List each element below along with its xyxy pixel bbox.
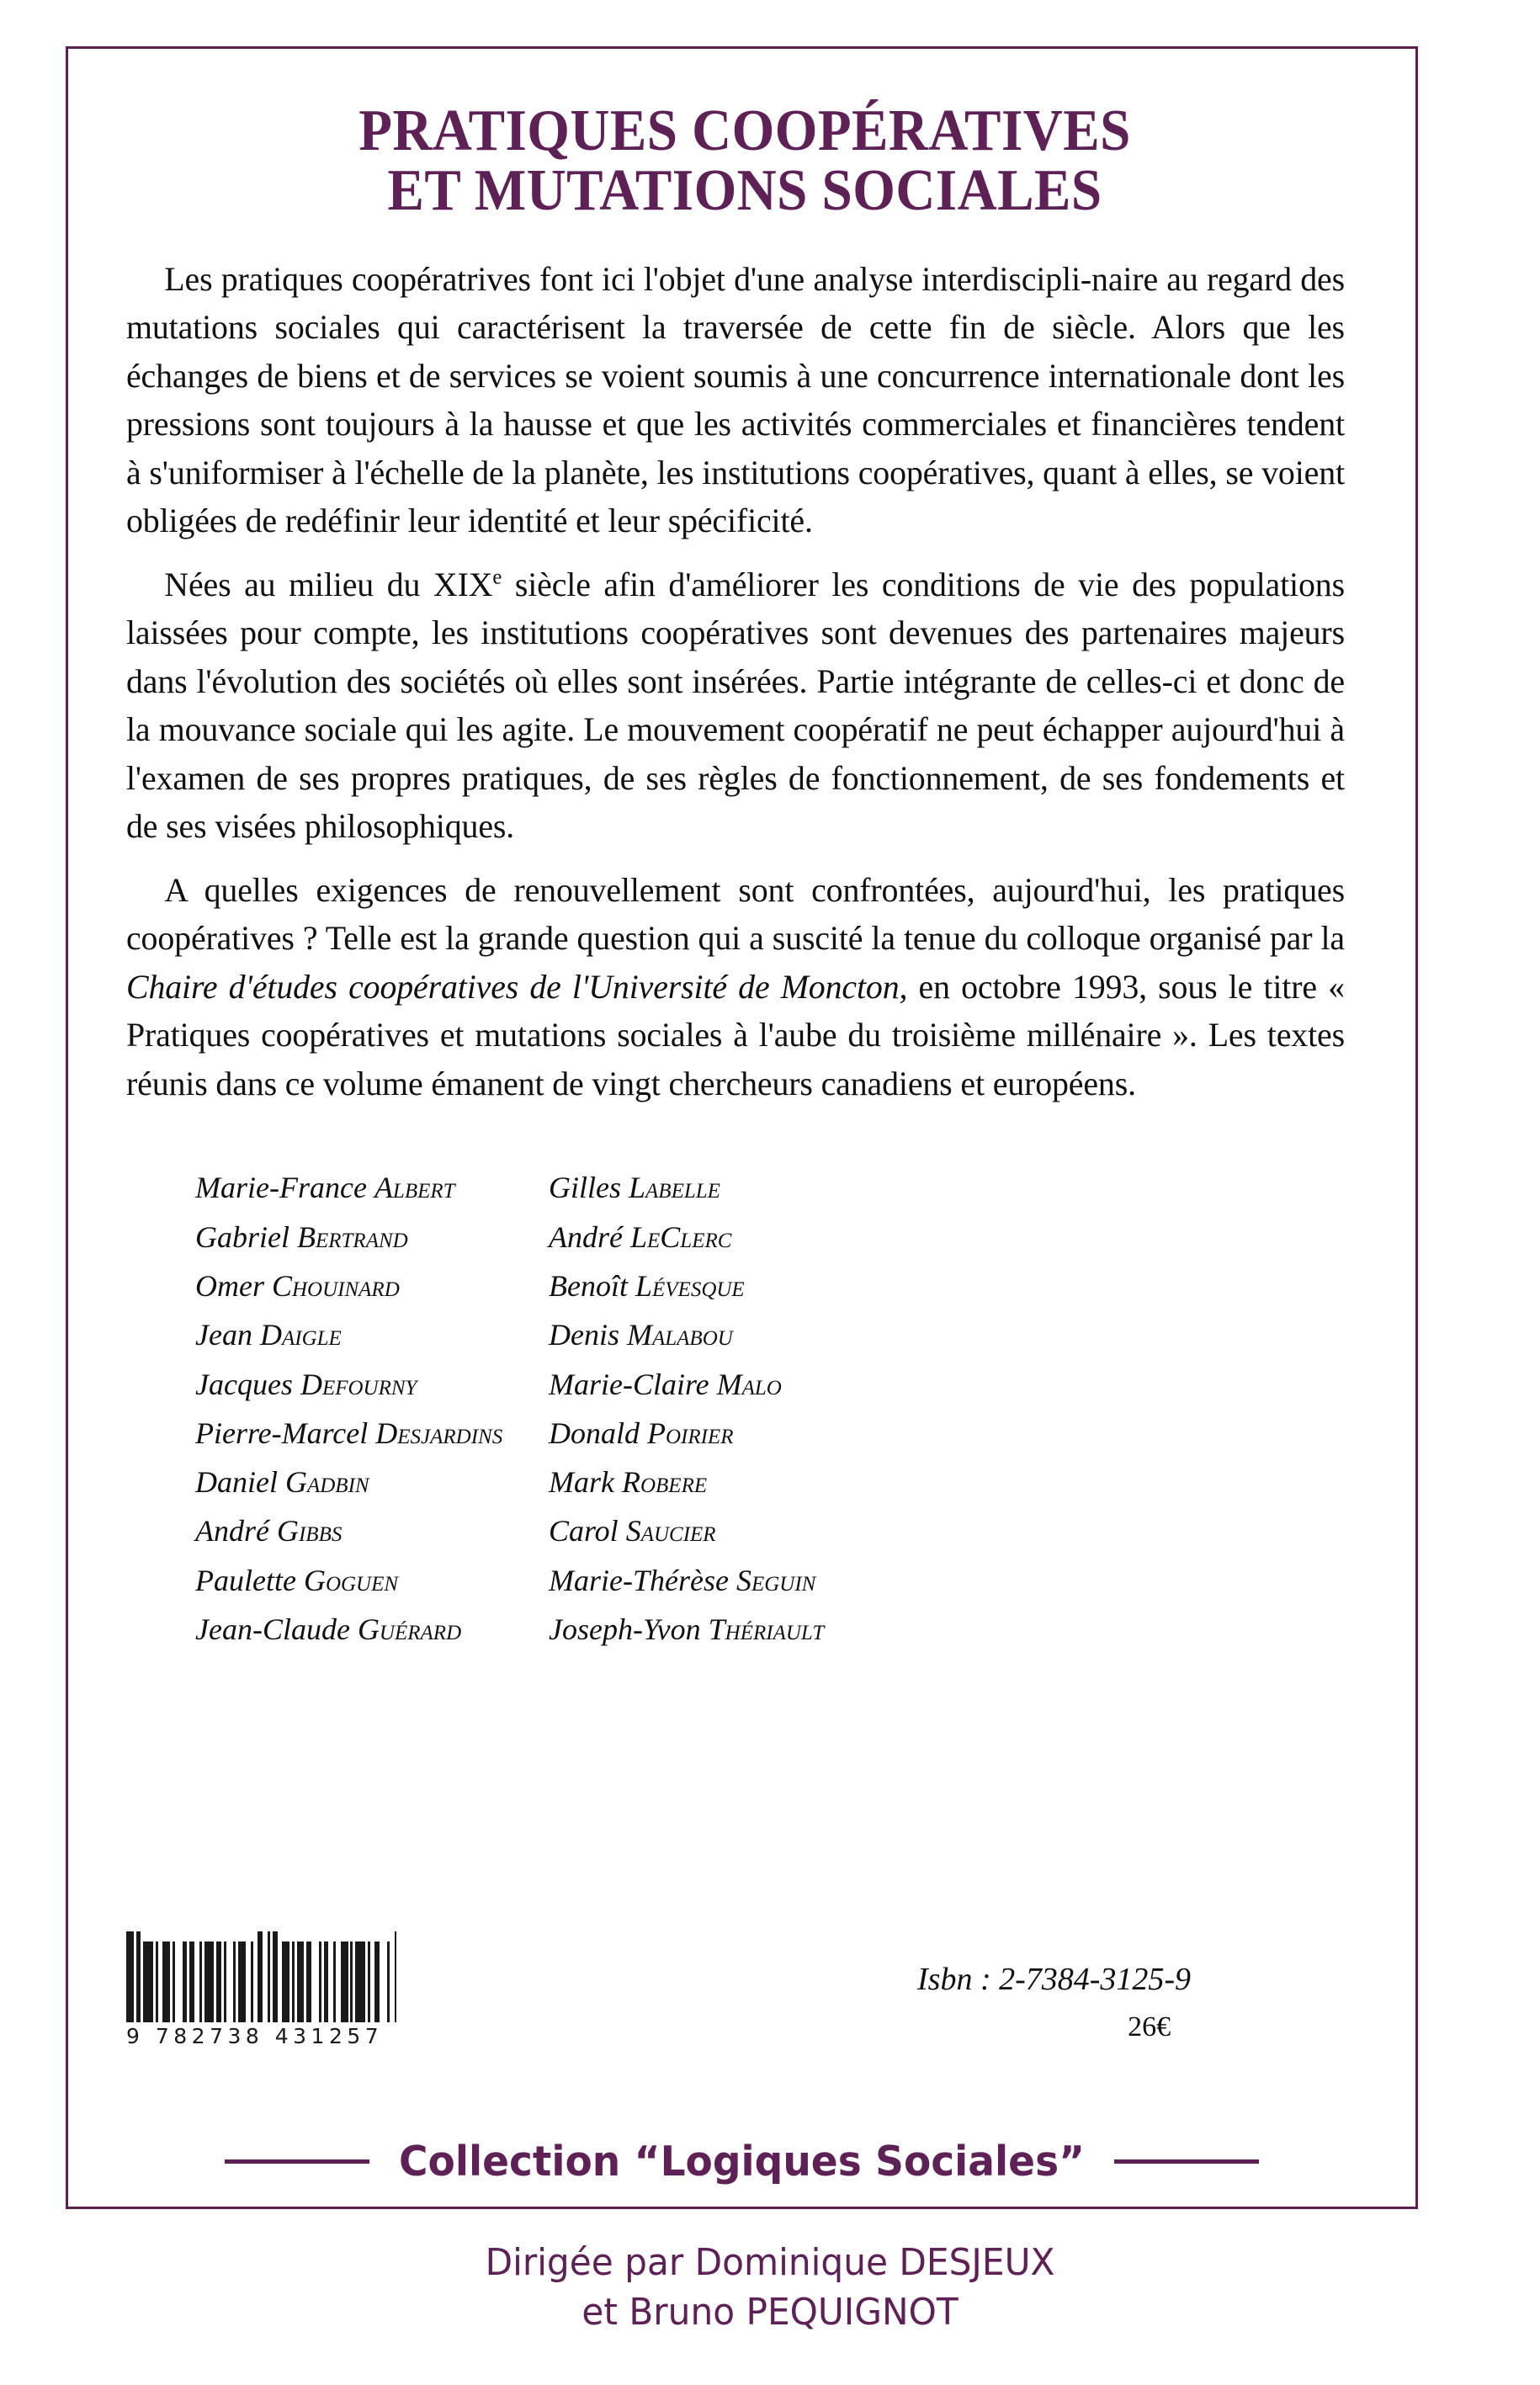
contributor-firstname: André (195, 1514, 277, 1548)
contributor-firstname: Omer (195, 1268, 272, 1303)
contributor-name (195, 1458, 549, 1506)
contributors-column-left (195, 1163, 549, 1654)
collection-name: Collection “Logiques Sociales” (398, 2138, 1086, 2186)
contributor-surname: Gadbin (284, 1465, 369, 1500)
blurb-paragraph-2-text-a: Nées au milieu du XIX (164, 565, 493, 603)
contributor-surname: Malabou (627, 1318, 733, 1352)
contributor-surname: Seguin (735, 1563, 816, 1597)
blurb-paragraph-3-text-a: A quelles exigences de renouvellement sont confrontées, aujourd'hui, les pratiques coopératives ? Telle est la grande question qui a suscité la tenue du colloque organisé par la (126, 870, 1345, 958)
contributor-name (195, 1556, 549, 1605)
contributors-column-right (549, 1163, 902, 1654)
book-title (126, 98, 1363, 224)
contributor-name (195, 1163, 549, 1212)
contributor-firstname: Carol (549, 1514, 626, 1548)
contributor-surname: Robere (621, 1465, 708, 1500)
contributor-firstname: Paulette (195, 1563, 304, 1597)
contributor-firstname: Jacques (195, 1367, 300, 1401)
contributor-surname: Bertrand (297, 1219, 408, 1254)
contributor-firstname: Mark (549, 1465, 622, 1500)
contributor-name (195, 1262, 549, 1310)
contributors-list (126, 1163, 1363, 1654)
contributor-name (549, 1605, 902, 1654)
contributor-firstname: Gabriel (195, 1219, 297, 1254)
contributor-name (195, 1605, 549, 1654)
contributor-firstname: Benoît (549, 1268, 635, 1303)
contributor-firstname: Gilles (549, 1171, 629, 1205)
banner-rule-left (225, 2159, 369, 2164)
contributor-surname: Daigle (259, 1318, 342, 1352)
ordinal-suffix: e (492, 566, 502, 589)
contributor-name (549, 1213, 902, 1262)
contributor-surname: Malo (716, 1367, 782, 1401)
contributor-name (195, 1506, 549, 1555)
blurb-paragraph-2 (126, 560, 1345, 851)
contributor-surname: Lévesque (635, 1268, 745, 1303)
contributor-name (549, 1506, 902, 1555)
contributor-name (549, 1310, 902, 1359)
contributor-firstname: André (549, 1219, 630, 1254)
contributor-surname: Desjardins (375, 1416, 503, 1450)
contributor-surname: Poirier (647, 1416, 734, 1450)
contributor-firstname: Marie-Claire (549, 1367, 717, 1401)
contributor-surname: Albert (374, 1171, 455, 1205)
contributor-firstname: Jean (195, 1318, 260, 1352)
contributor-name (195, 1360, 549, 1409)
contributor-name (549, 1409, 902, 1458)
contributor-surname: Chouinard (271, 1268, 400, 1303)
contributor-name (549, 1262, 902, 1310)
contributor-surname: Labelle (629, 1171, 720, 1205)
back-cover-content (126, 98, 1363, 1654)
collection-banner (66, 2138, 1418, 2186)
book-title-line-2: ET MUTATIONS SOCIALES (387, 158, 1102, 224)
contributor-name (549, 1360, 902, 1409)
isbn-number: Isbn : 2-7384-3125-9 (917, 1962, 1192, 1997)
contributor-firstname: Pierre-Marcel (195, 1416, 376, 1450)
isbn-block (917, 1961, 1191, 2043)
contributor-firstname: Daniel (195, 1465, 285, 1500)
contributor-firstname: Marie-France (195, 1171, 374, 1205)
contributor-name (195, 1409, 549, 1458)
price-label: 26€ (1128, 2011, 1171, 2042)
chaire-etudes-italic: Chaire d'études coopératives de l'Université de Moncton, (126, 967, 908, 1006)
contributor-surname: Defourny (300, 1367, 417, 1401)
contributor-firstname: Denis (549, 1318, 627, 1352)
contributor-firstname: Joseph-Yvon (549, 1612, 709, 1647)
contributor-name (549, 1458, 902, 1506)
contributor-surname: Saucier (625, 1514, 716, 1548)
blurb-paragraph-1 (126, 255, 1345, 545)
contributor-firstname: Jean-Claude (195, 1612, 358, 1647)
book-title-line-1: PRATIQUES COOPÉRATIVES (358, 98, 1131, 163)
blurb-paragraph-3 (126, 866, 1345, 1108)
contributor-name (195, 1310, 549, 1359)
director-line-1: Dirigée par Dominique DESJEUX (485, 2241, 1055, 2284)
contributor-firstname: Donald (549, 1416, 647, 1450)
contributor-surname: LeClerc (629, 1219, 732, 1254)
barcode-digits: 9 782738 431257 (126, 2024, 384, 2048)
director-line-2: et Bruno PEQUIGNOT (581, 2290, 959, 2334)
contributor-surname: Thériault (708, 1612, 825, 1647)
barcode-bars (126, 1931, 412, 2022)
contributor-surname: Guérard (357, 1612, 462, 1647)
blurb-paragraph-2-text-b: siècle afin d'améliorer les conditions de vie des populations laissées pour compte, les institutions coopératives sont devenues des partenaires majeurs dans l'évolution des sociétés où elles sont insérées. Partie intégrante de celles-ci et donc de la mouvance sociale qui les agite. Le mouvement coopératif ne peut échapper aujourd'hui à l'examen de ses propres pratiques, de ses règles de fonctionnement, de ses fondements et de ses visées philosophiques. (126, 565, 1345, 846)
contributor-name (549, 1556, 902, 1605)
contributor-firstname: Marie-Thérèse (549, 1563, 736, 1597)
contributor-surname: Gibbs (276, 1514, 343, 1548)
collection-directors (0, 2239, 1540, 2338)
contributor-name (549, 1163, 902, 1212)
blurb-paragraph-1-text: Les pratiques coopératrives font ici l'objet d'une analyse interdiscipli-naire au regard des mutations sociales qui caractérisent la traversée de cette fin de siècle. Alors que les échanges de biens et de services se voient soumis à une concurrence internationale dont les pressions sont toujours à la hausse et que les activités commerciales et financières tendent à s'uniformiser à l'échelle de la planète, les institutions coopératives, quant à elles, se voient obligées de redéfinir leur identité et leur spécificité. (126, 259, 1345, 540)
ean-barcode (126, 1931, 412, 2048)
blurb-paragraph-3-text-b: en octobre 1993, sous le titre « Pratiques coopératives et mutations sociales à l'aube du troisième millénaire ». Les textes réunis dans ce volume émanent de vingt chercheurs canadiens et européens. (126, 967, 1345, 1102)
contributor-name (195, 1213, 549, 1262)
contributor-surname: Goguen (303, 1563, 399, 1597)
banner-rule-right (1114, 2159, 1259, 2164)
